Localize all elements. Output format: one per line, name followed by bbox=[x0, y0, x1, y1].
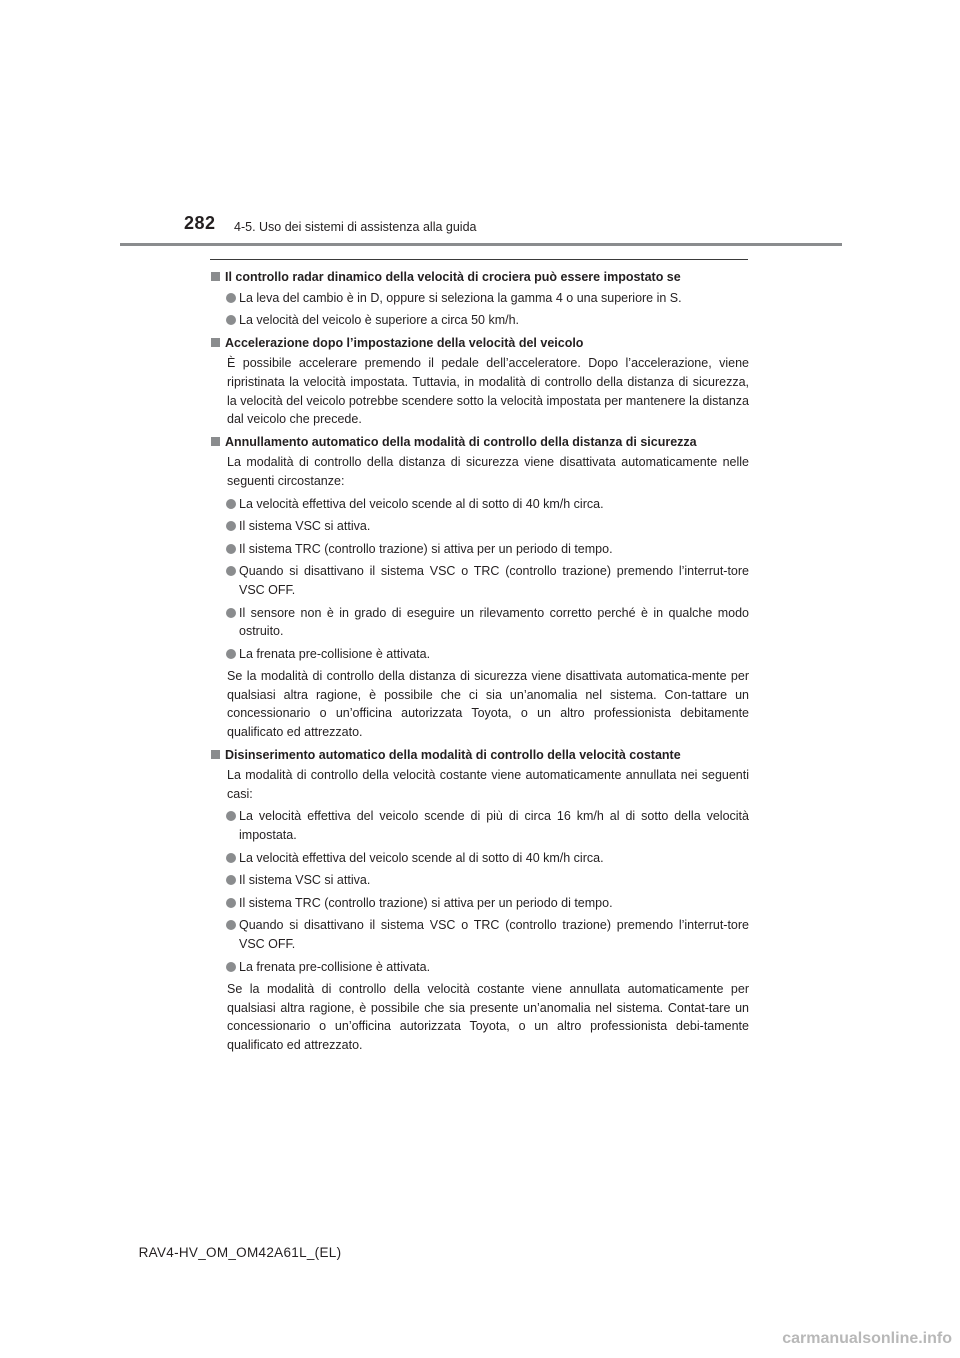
section-title: 4-5. Uso dei sistemi di assistenza alla guida bbox=[234, 220, 477, 234]
section-heading-text: Annullamento automatico della modalità di controllo della distanza di sicurezza bbox=[225, 434, 697, 449]
section-heading bbox=[211, 334, 749, 353]
section-cruise-conditions bbox=[211, 268, 749, 330]
list-item bbox=[211, 958, 749, 977]
section-heading bbox=[211, 268, 749, 287]
list-item bbox=[211, 289, 749, 308]
list-item-text: La velocità effettiva del veicolo scende al di sotto di 40 km/h circa. bbox=[239, 850, 604, 865]
list-item bbox=[211, 604, 749, 641]
list-item-text: Quando si disattivano il sistema VSC o TRC (controllo trazione) premendo l’interrut-tore VSC OFF. bbox=[239, 918, 749, 951]
round-bullet-icon bbox=[226, 293, 236, 303]
list-item bbox=[211, 495, 749, 514]
list-item bbox=[211, 517, 749, 536]
paragraph: È possibile accelerare premendo il pedale dell’acceleratore. Dopo l’accelerazione, viene ripristinata la velocità impostata. Tuttavia, in modalità di controllo della distanza di sicurezza, la velocità del veicolo potrebbe scendere sotto la velocità impostata per mantenere la distanza dal veicolo che precede. bbox=[227, 356, 749, 427]
paragraph: La modalità di controllo della distanza di sicurezza viene disattivata automaticamente nelle seguenti circostanze: bbox=[227, 455, 749, 488]
section-heading-text: Disinserimento automatico della modalità di controllo della velocità costante bbox=[225, 747, 681, 762]
paragraph: Se la modalità di controllo della distanza di sicurezza viene disattivata automatica-mente per qualsiasi altra ragione, è possibile che ci sia un’anomalia nel sistema. Con-tattare un concessionario o un’officina autorizzata Toyota, o un altro professionista debitamente qualificato ed attrezzato. bbox=[227, 669, 749, 740]
section-distance-cancel bbox=[211, 433, 749, 742]
square-bullet-icon bbox=[211, 338, 220, 347]
list-item bbox=[211, 916, 749, 953]
list-item-text: La velocità effettiva del veicolo scende al di sotto di 40 km/h circa. bbox=[239, 496, 604, 511]
header-rule bbox=[120, 243, 842, 246]
round-bullet-icon bbox=[226, 608, 236, 618]
round-bullet-icon bbox=[226, 566, 236, 576]
round-bullet-icon bbox=[226, 920, 236, 930]
list-item-text: Il sistema TRC (controllo trazione) si attiva per un periodo di tempo. bbox=[239, 895, 613, 910]
round-bullet-icon bbox=[226, 649, 236, 659]
section-heading bbox=[211, 746, 749, 765]
list-item bbox=[211, 645, 749, 664]
square-bullet-icon bbox=[211, 272, 220, 281]
square-bullet-icon bbox=[211, 437, 220, 446]
page-number: 282 bbox=[184, 213, 216, 233]
paragraph: La modalità di controllo della velocità costante viene automaticamente annullata nei seguenti casi: bbox=[227, 768, 749, 801]
round-bullet-icon bbox=[226, 544, 236, 554]
content-body bbox=[211, 268, 749, 1059]
list-item-text: Quando si disattivano il sistema VSC o TRC (controllo trazione) premendo l’interrut-tore VSC OFF. bbox=[239, 564, 749, 597]
list-item-text: Il sistema VSC si attiva. bbox=[239, 519, 371, 534]
list-item bbox=[211, 871, 749, 890]
watermark: carmanualsonline.info bbox=[782, 1330, 952, 1347]
round-bullet-icon bbox=[226, 521, 236, 531]
document-code: RAV4-HV_OM_OM42A61L_(EL) bbox=[138, 1245, 342, 1260]
list-item-text: Il sistema TRC (controllo trazione) si attiva per un periodo di tempo. bbox=[239, 541, 613, 556]
round-bullet-icon bbox=[226, 853, 236, 863]
list-item bbox=[211, 562, 749, 599]
paragraph: Se la modalità di controllo della velocità costante viene annullata automaticamente per qualsiasi altra ragione, è possibile che sia presente un’anomalia nel sistema. Contat-tare un concessionario o un’officina autorizzata Toyota, o un altro professionista debi-tamente qualificato ed attrezzato. bbox=[227, 982, 749, 1052]
list-item bbox=[211, 311, 749, 330]
round-bullet-icon bbox=[226, 875, 236, 885]
section-heading-text: Accelerazione dopo l’impostazione della velocità del veicolo bbox=[225, 335, 584, 350]
list-item bbox=[211, 540, 749, 559]
round-bullet-icon bbox=[226, 962, 236, 972]
list-item-text: La frenata pre-collisione è attivata. bbox=[239, 959, 431, 974]
list-item-text: Il sensore non è in grado di eseguire un rilevamento corretto perché è in qualche modo ostruito. bbox=[239, 605, 749, 639]
round-bullet-icon bbox=[226, 315, 236, 325]
round-bullet-icon bbox=[226, 499, 236, 509]
list-item bbox=[211, 894, 749, 913]
list-item bbox=[211, 807, 749, 844]
round-bullet-icon bbox=[226, 898, 236, 908]
section-heading bbox=[211, 433, 749, 452]
list-item-text: Il sistema VSC si attiva. bbox=[239, 873, 371, 888]
section-acceleration bbox=[211, 334, 749, 429]
list-item-text: La leva del cambio è in D, oppure si seleziona la gamma 4 o una superiore in S. bbox=[239, 290, 682, 305]
list-item bbox=[211, 849, 749, 868]
round-bullet-icon bbox=[226, 811, 236, 821]
section-heading-text: Il controllo radar dinamico della velocità di crociera può essere impostato se bbox=[225, 270, 681, 284]
square-bullet-icon bbox=[211, 750, 220, 759]
list-item-text: La velocità del veicolo è superiore a circa 50 km/h. bbox=[239, 313, 520, 328]
list-item-text: La frenata pre-collisione è attivata. bbox=[239, 646, 431, 661]
section-constant-speed-cancel bbox=[211, 746, 749, 1055]
list-item-text: La velocità effettiva del veicolo scende di più di circa 16 km/h al di sotto della velocità impostata. bbox=[239, 809, 749, 843]
content-top-rule bbox=[210, 259, 748, 260]
